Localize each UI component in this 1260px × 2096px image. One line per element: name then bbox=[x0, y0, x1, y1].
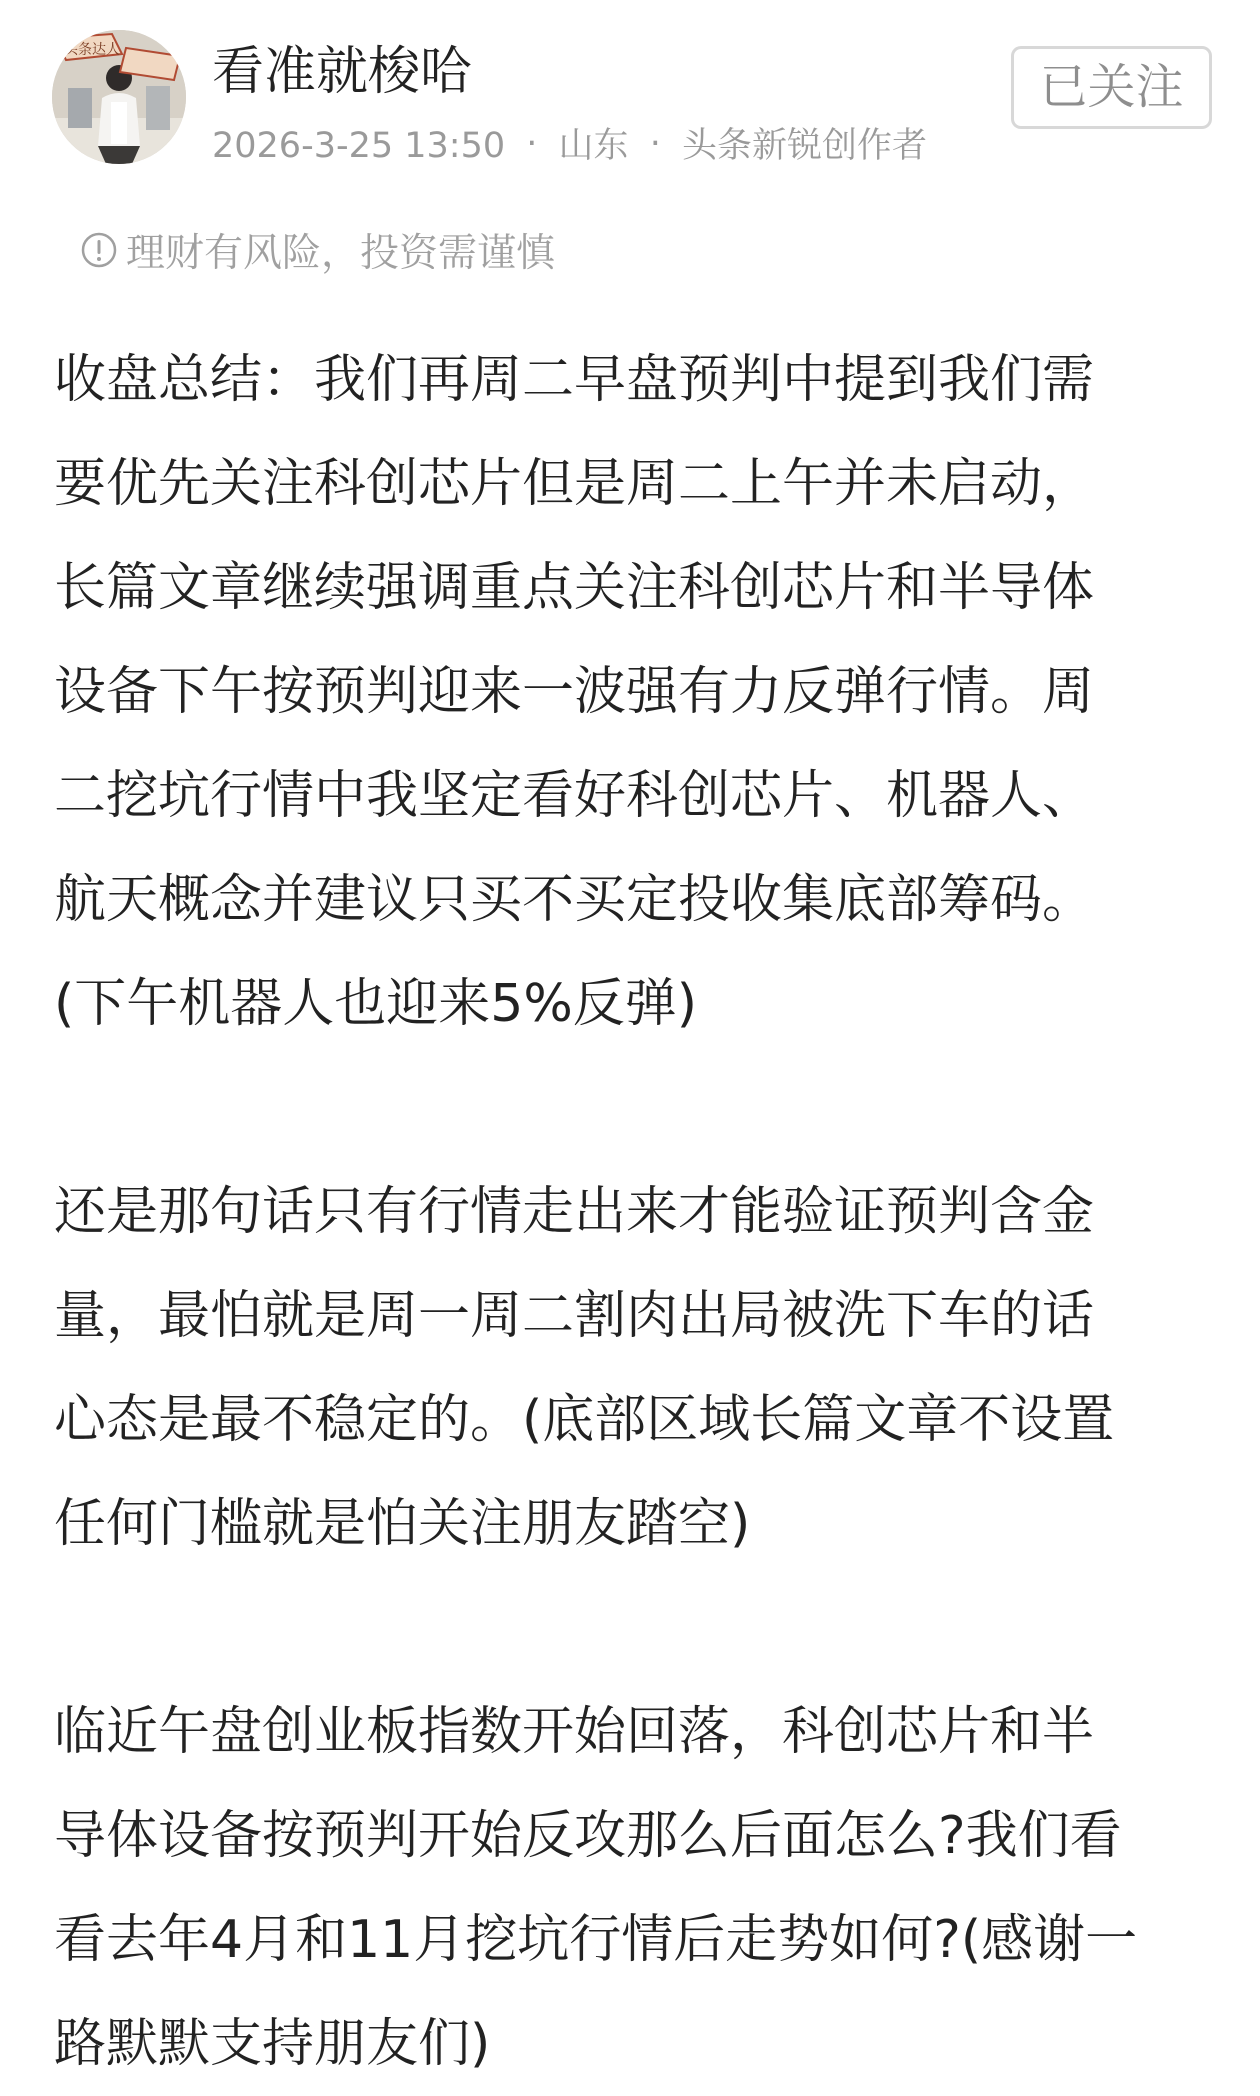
avatar-badge-text: 头条达人 bbox=[64, 42, 120, 58]
follow-button[interactable]: 已关注 bbox=[1011, 46, 1212, 129]
risk-notice-text: 理财有风险，投资需谨慎 bbox=[126, 231, 556, 276]
article-paragraph: 临近午盘创业板指数开始回落，科创芯片和半 导体设备按预判开始反攻那么后面怎么?我们看 看去年4月和11月挖坑行情后走势如何?(感谢一 路默默支持朋友们) bbox=[54, 1702, 1138, 2074]
avatar-image-icon bbox=[52, 30, 186, 164]
author-name[interactable]: 看准就梭哈 bbox=[212, 42, 473, 102]
risk-notice bbox=[80, 224, 555, 276]
meta-separator: · bbox=[649, 124, 661, 164]
article-paragraph: 收盘总结：我们再周二早盘预判中提到我们需 要优先关注科创芯片但是周二上午并未启动， 长篇文章继续强调重点关注科创芯片和半导体 设备下午按预判迎来一波强有力反弹行情。周 二挖坑行情中我坚定看好科创芯片、机器人、 航天概念并建议只买不买定投收集底部筹码。 (下午机器人也迎来5%反弹) bbox=[54, 350, 1095, 1034]
author-avatar[interactable] bbox=[52, 30, 186, 164]
post-date: 2026-3-25 13:50 bbox=[212, 126, 506, 166]
post-meta bbox=[212, 124, 927, 168]
alert-circle-icon bbox=[80, 231, 118, 269]
post-location: 山东 bbox=[558, 126, 629, 166]
creator-tag: 头条新锐创作者 bbox=[681, 126, 927, 166]
article-paragraph: 还是那句话只有行情走出来才能验证预判含金 量，最怕就是周一周二割肉出局被洗下车的话 心态是最不稳定的。(底部区域长篇文章不设置 任何门槛就是怕关注朋友踏空) bbox=[54, 1182, 1115, 1554]
article-body bbox=[54, 328, 1224, 2096]
article-header bbox=[0, 0, 1260, 200]
meta-separator: · bbox=[526, 124, 538, 164]
